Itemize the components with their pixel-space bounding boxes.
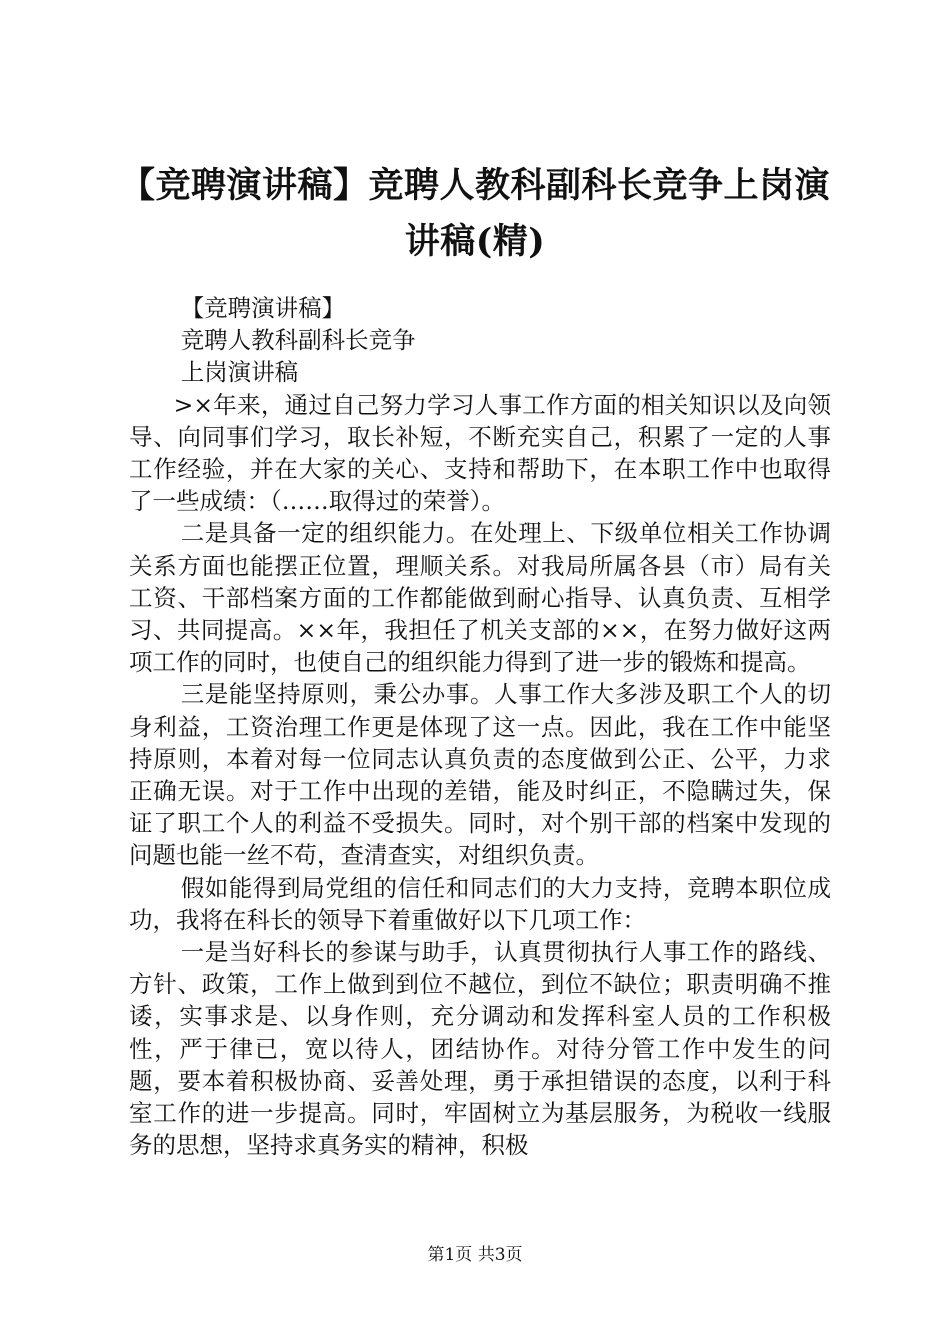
paragraph-experience: >×年来，通过自己努力学习人事工作方面的相关知识以及向领导、向同事们学习，取长补短，不断充实自己，积累了一定的人事工作经验，并在大家的关心、支持和帮助下，在本职工作中也取得了一些成绩：（……取得过的荣誉）。 [129, 390, 831, 516]
paragraph-principles: 三是能坚持原则，秉公办事。人事工作大多涉及职工个人的切身利益，工资治理工作更是体现了这一点。因此，我在工作中能坚持原则，本着对每一位同志认真负责的态度做到公正、公平，力求正确无误。对于工作中出现的差错，能及时纠正，不隐瞒过失，保证了职工个人的利益不受损失。同时，对个别干部的档案中发现的问题也能一丝不苟，查清查实，对组织负责。 [129, 680, 831, 870]
paragraph-plan-one: 一是当好科长的参谋与助手，认真贯彻执行人事工作的路线、方针、政策，工作上做到到位不越位，到位不缺位；职责明确不推诿，实事求是、以身作则，充分调动和发挥科室人员的工作积极性，严于律已，宽以待人，团结协作。对待分管工作中发生的问题，要本着积极协商、妥善处理，勇于承担错误的态度，以利于科室工作的进一步提高。同时，牢固树立为基层服务，为税收一线服务的思想，坚持求真务实的精神，积极 [129, 938, 831, 1160]
title-line-2: 讲稿(精) [404, 221, 546, 262]
paragraph-heading-1: 【竞聘演讲稿】 [180, 294, 346, 322]
title-line-1: 【竞聘演讲稿】竞聘人教科副科长竞争上岗演 [119, 165, 830, 206]
paragraph-heading-3: 上岗演讲稿 [180, 358, 299, 387]
paragraph-organization-ability: 二是具备一定的组织能力。在处理上、下级单位相关工作协调关系方面也能摆正位置，理顺关系。对我局所属各县（市）局有关工资、干部档案方面的工作都能做到耐心指导、认真负责、互相学习、共同提高。××年，我担任了机关支部的××，在努力做好这两项工作的同时，也使自己的组织能力得到了进一步的锻炼和提高。 [129, 519, 831, 677]
document-title [100, 158, 850, 270]
document-body [129, 292, 831, 1161]
paragraph-plans-intro: 假如能得到局党组的信任和同志们的大力支持，竞聘本职位成功，我将在科长的领导下着重做好以下几项工作： [129, 873, 831, 934]
paragraph-heading-2: 竞聘人教科副科长竞争 [180, 326, 416, 355]
page-number-footer: 第1页 共3页 [427, 1245, 523, 1265]
